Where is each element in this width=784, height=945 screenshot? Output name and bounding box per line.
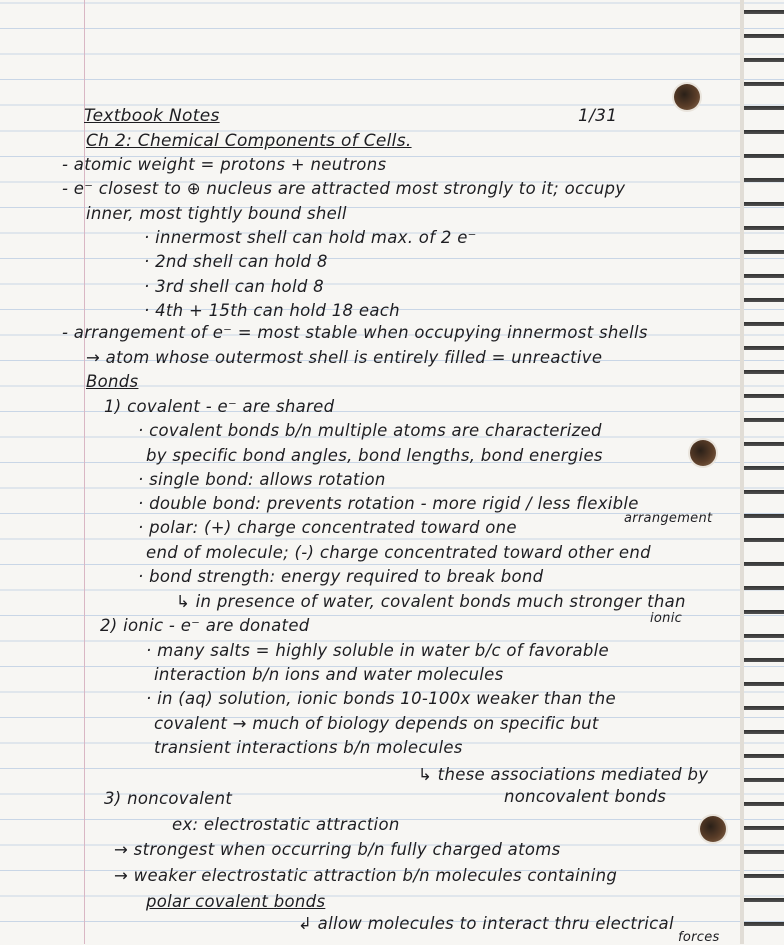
note-line: polar covalent bonds [146,892,326,911]
note-line: by specific bond angles, bond lengths, bond energies [146,446,603,465]
note-line: · polar: (+) charge concentrated toward one [138,518,517,537]
note-line: 3) noncovalent [104,789,233,808]
note-line: end of molecule; (-) charge concentrated toward other end [146,543,651,562]
note-line: ↲ allow molecules to interact thru electrical [298,914,674,933]
note-line: forces [678,930,720,945]
note-line: interaction b/n ions and water molecules [154,665,504,684]
note-line: noncovalent bonds [504,787,667,806]
binder-hole-top [674,84,700,110]
note-line: - atomic weight = protons + neutrons [62,155,387,174]
note-line: - e⁻ closest to ⊕ nucleus are attracted most strongly to it; occupy [62,179,626,198]
note-line: arrangement [624,511,713,526]
binder-hole-bottom [700,816,726,842]
notes-date: 1/31 [578,106,618,126]
note-line: → weaker electrostatic attraction b/n molecules containing [114,866,618,885]
note-line: → strongest when occurring b/n fully charged atoms [114,840,561,859]
note-line: → atom whose outermost shell is entirely filled = unreactive [86,348,603,367]
note-line: · innermost shell can hold max. of 2 e⁻ [144,228,477,247]
note-line: ↳ in presence of water, covalent bonds much stronger than [176,592,686,611]
note-line: transient interactions b/n molecules [154,738,463,757]
note-line: · double bond: prevents rotation - more rigid / less flexible [138,494,639,513]
note-line: ionic [650,611,683,626]
notes-title: Textbook Notes [84,106,220,126]
note-line: · bond strength: energy required to break bond [138,567,544,586]
note-line: ex: electrostatic attraction [172,815,400,834]
note-line: · many salts = highly soluble in water b/c of favorable [146,641,609,660]
note-line: · single bond: allows rotation [138,470,386,489]
note-line: · 2nd shell can hold 8 [144,252,328,271]
note-line: covalent → much of biology depends on specific but [154,714,599,733]
spiral-binding [744,0,784,944]
note-line: ↳ these associations mediated by [418,765,709,784]
note-line: · 3rd shell can hold 8 [144,277,324,296]
chapter-heading: Ch 2: Chemical Components of Cells. [86,131,412,151]
note-line: · 4th + 15th can hold 18 each [144,301,400,320]
note-line: inner, most tightly bound shell [86,204,347,223]
note-line: 2) ionic - e⁻ are donated [100,616,310,635]
note-line: · covalent bonds b/n multiple atoms are characterized [138,421,602,440]
note-line: - arrangement of e⁻ = most stable when occupying innermost shells [62,323,648,342]
binder-hole-middle [690,440,716,466]
margin-line [84,0,85,944]
note-line: 1) covalent - e⁻ are shared [104,397,335,416]
note-line: · in (aq) solution, ionic bonds 10-100x weaker than the [146,689,616,708]
section-heading: Bonds [86,372,139,391]
